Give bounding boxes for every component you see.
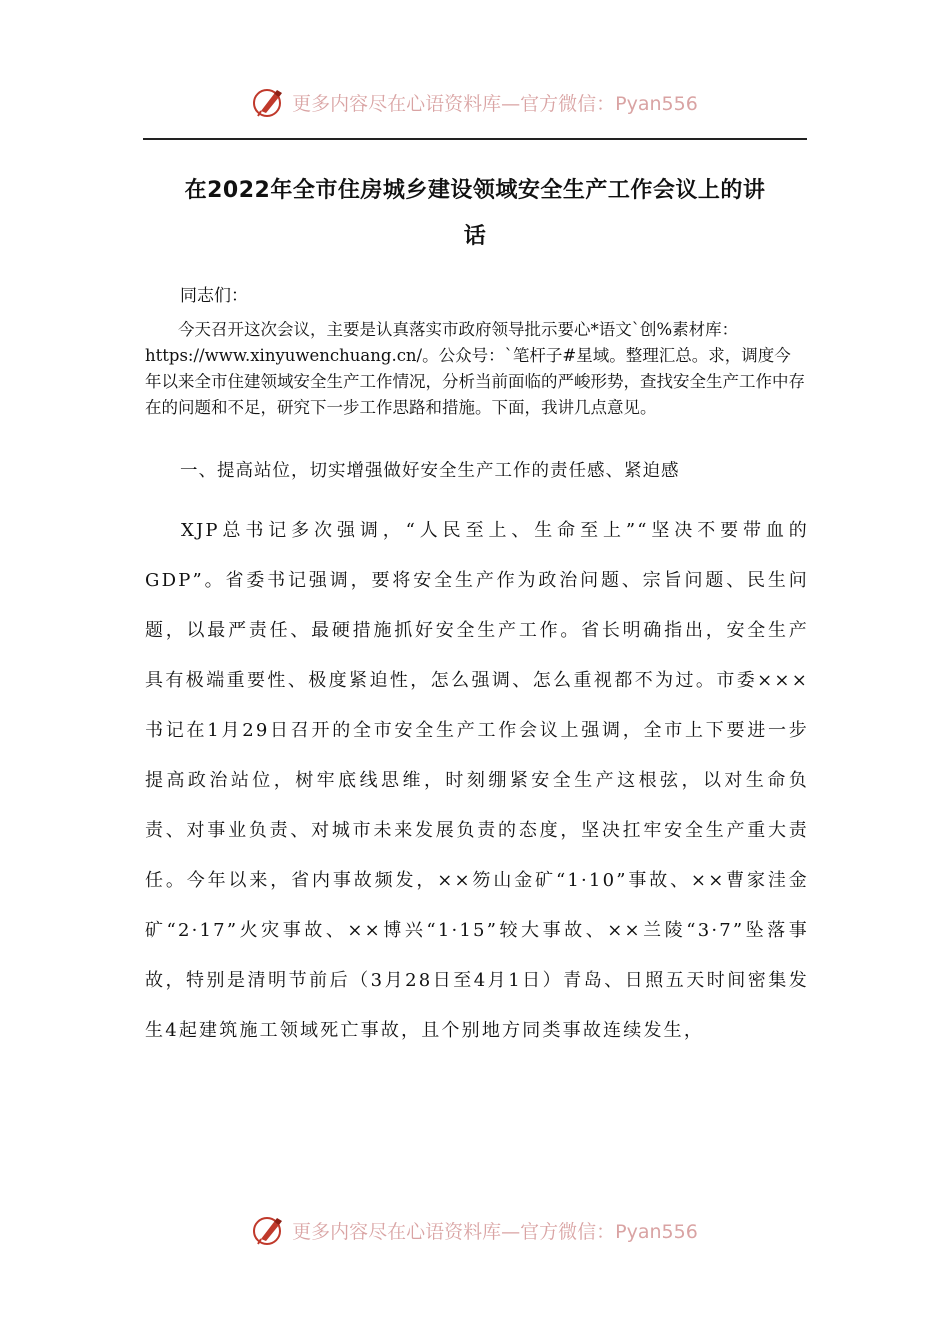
header-divider	[143, 138, 807, 140]
footer-wechat-id: Pyan556	[615, 1220, 698, 1243]
intro-paragraph: 今天召开这次会议，主要是认真落实市政府领导批示要心*语文`创%素材库：https://www.xinyuwenchuang.cn/。公众号：`笔杆子#星域。整理汇总。求，调度今年以来全市住建领域安全生产工作情况，分析当前面临的严峻形势，查找安全生产工作中存在的问题和不足，研究下一步工作思路和措施。下面，我讲几点意见。	[145, 320, 805, 417]
footer-banner	[0, 1210, 950, 1250]
title-line-2: 话	[463, 224, 487, 249]
salutation: 同志们：	[180, 286, 248, 306]
header-wechat-id: Pyan556	[615, 92, 698, 115]
header-banner-text: 更多内容尽在心语资料库—官方微信：Pyan556	[292, 92, 698, 115]
body-paragraph-1: XJP总书记多次强调，“人民至上、生命至上”“坚决不要带血的GDP”。省委书记强调，要将安全生产作为政治问题、宗旨问题、民生问题，以最严责任、最硬措施抓好安全生产工作。省长明确指出，安全生产具有极端重要性、极度紧迫性，怎么强调、怎么重视都不为过。市委×××书记在1月29日召开的全市安全生产工作会议上强调，全市上下要进一步提高政治站位，树牢底线思维，时刻绷紧安全生产这根弦，以对生命负责、对事业负责、对城市未来发展负责的态度，坚决扛牢安全生产重大责任。今年以来，省内事故频发，××笏山金矿“1·10”事故、××曹家洼金矿“2·17”火灾事故、××博兴“1·15”较大事故、××兰陵“3·7”坠落事故，特别是清明节前后（3月28日至4月1日）青岛、日照五天时间密集发生4起建筑施工领域死亡事故，且个别地方同类事故连续发生，	[145, 520, 809, 1041]
pen-nib-logo-icon	[252, 85, 286, 119]
title-line-1: 在2022年全市住房城乡建设领域安全生产工作会议上的讲	[184, 178, 766, 203]
section-heading-1: 一、提高站位，切实增强做好安全生产工作的责任感、紧迫感	[180, 461, 680, 481]
header-banner	[0, 82, 950, 122]
document-title	[143, 168, 807, 260]
pen-nib-logo-icon	[252, 1213, 286, 1247]
footer-banner-text: 更多内容尽在心语资料库—官方微信：Pyan556	[292, 1220, 698, 1243]
